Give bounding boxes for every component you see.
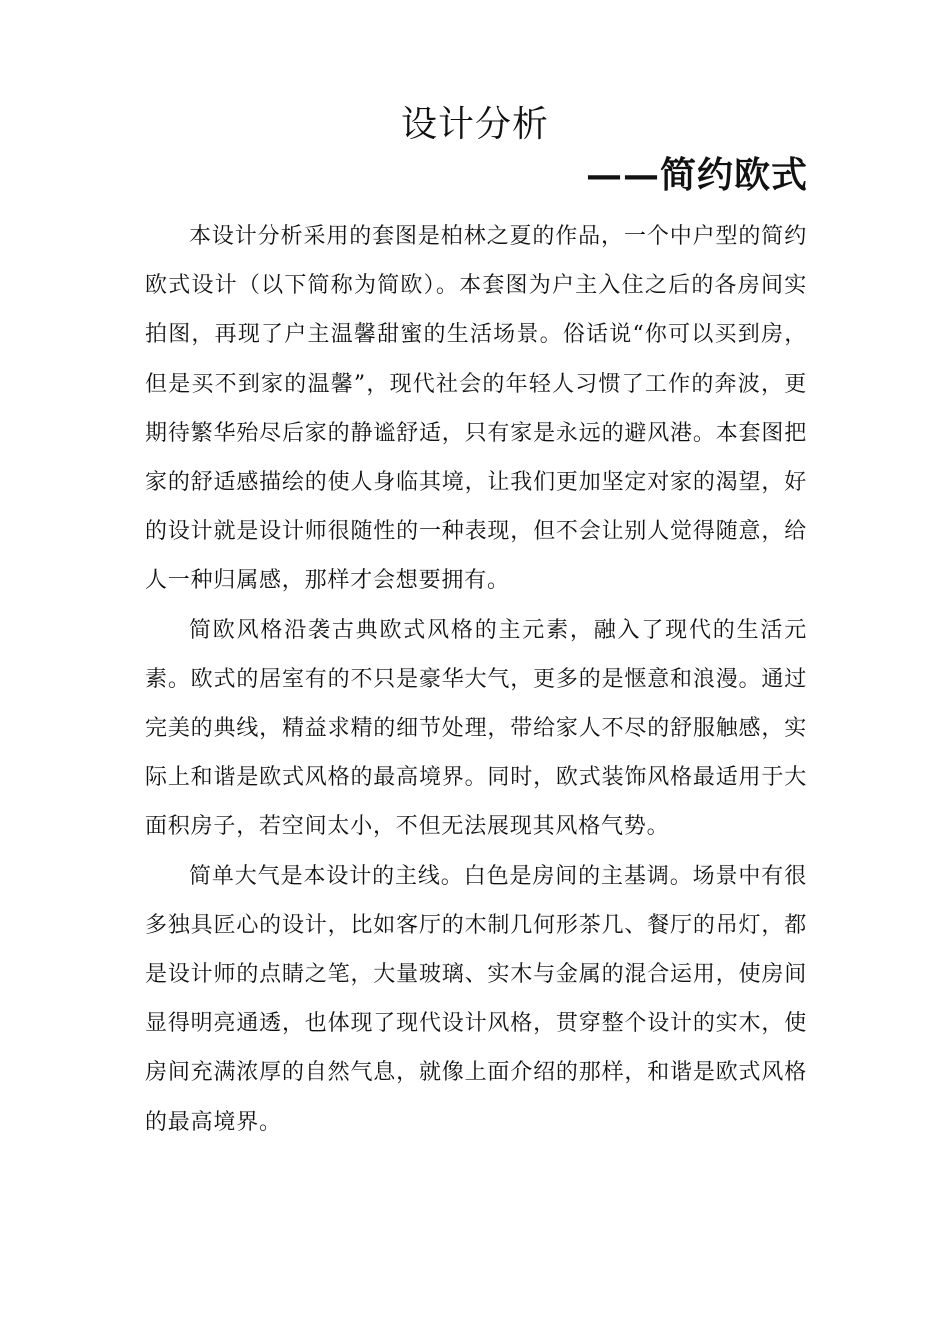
paragraph-2: 简欧风格沿袭古典欧式风格的主元素，融入了现代的生活元素。欧式的居室有的不只是豪华大气，更多的是惬意和浪漫。通过完美的典线，精益求精的细节处理，带给家人不尽的舒服触感，实际上和谐是欧式风格的最高境界。同时，欧式装饰风格最适用于大面积房子，若空间太小，不但无法展现其风格气势。 xyxy=(145,617,807,840)
page-subtitle: ——简约欧式 xyxy=(585,154,808,196)
body-text xyxy=(145,212,807,1147)
page-title: 设计分析 xyxy=(400,104,549,145)
paragraph-3: 简单大气是本设计的主线。白色是房间的主基调。场景中有很多独具匠心的设计，比如客厅的木制几何形茶几、餐厅的吊灯，都是设计师的点睛之笔，大量玻璃、实木与金属的混合运用，使房间显得明亮通透，也体现了现代设计风格，贯穿整个设计的实木，使房间充满浓厚的自然气息，就像上面介绍的那样，和谐是欧式风格的最高境界。 xyxy=(145,863,807,1135)
paragraph-1: 本设计分析采用的套图是柏林之夏的作品，一个中户型的简约欧式设计（以下简称为简欧）。本套图为户主入住之后的各房间实拍图，再现了户主温馨甜蜜的生活场景。俗话说“你可以买到房，但是买不到家的温馨”，现代社会的年轻人习惯了工作的奔波，更期待繁华殆尽后家的静谧舒适，只有家是永远的避风港。本套图把家的舒适感描绘的使人身临其境，让我们更加坚定对家的渴望，好的设计就是设计师很随性的一种表现，但不会让别人觉得随意，给人一种归属感，那样才会想要拥有。 xyxy=(145,224,807,594)
